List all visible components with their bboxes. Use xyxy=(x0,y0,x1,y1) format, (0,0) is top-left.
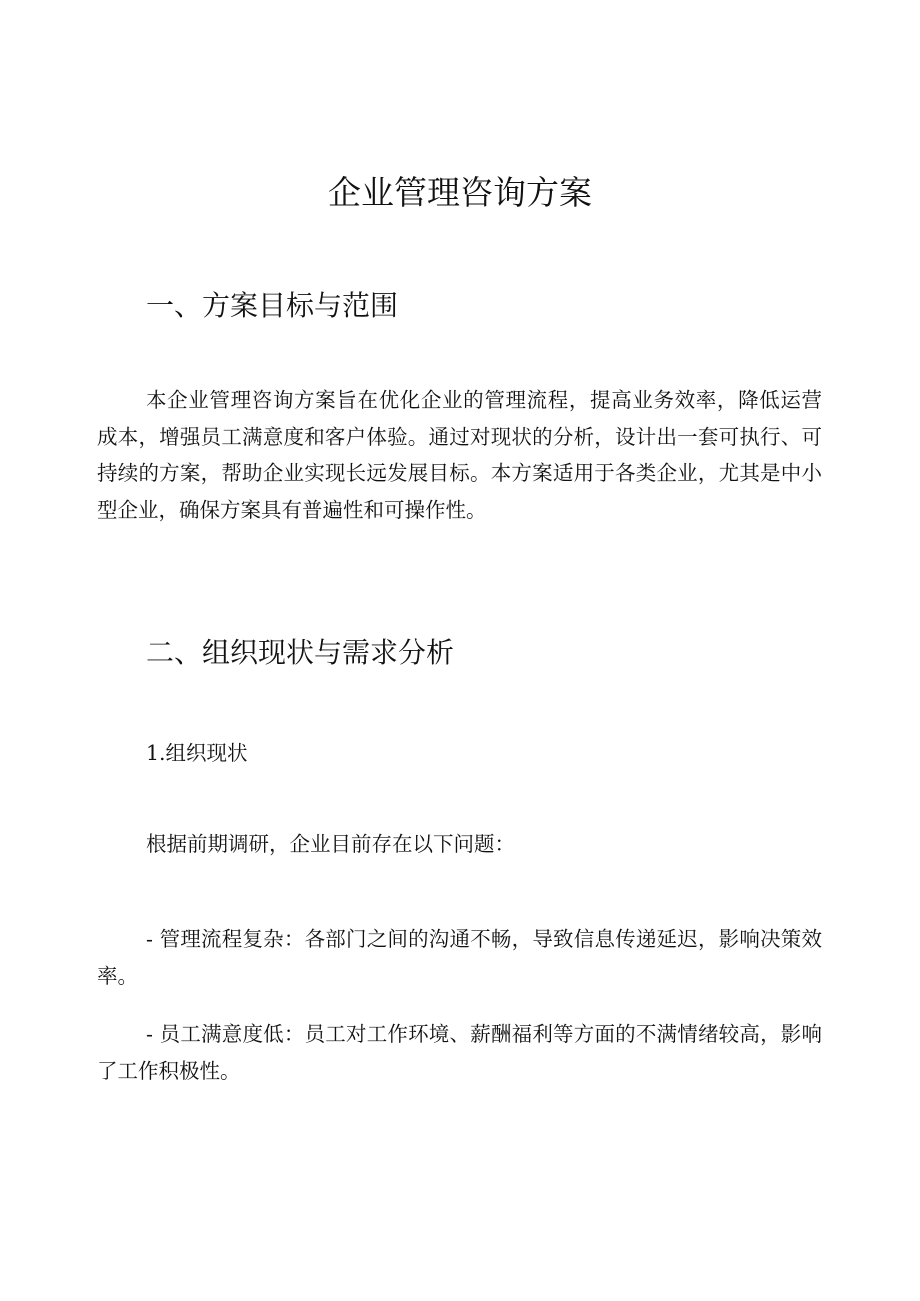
section-2-heading: 二、组织现状与需求分析 xyxy=(146,636,455,669)
bullet-item-2: - 员工满意度低：员工对工作环境、薪酬福利等方面的不满情绪较高，影响了工作积极性。 xyxy=(97,1022,822,1083)
document-title: 企业管理咨询方案 xyxy=(328,173,592,212)
section-2-intro: 根据前期调研，企业目前存在以下问题： xyxy=(146,832,515,856)
section-1-paragraph: 本企业管理咨询方案旨在优化企业的管理流程，提高业务效率，降低运营成本，增强员工满意度和客户体验。通过对现状的分析，设计出一套可执行、可持续的方案，帮助企业实现长远发展目标。本方案适用于各类企业，尤其是中小型企业，确保方案具有普遍性和可操作性。 xyxy=(97,388,822,522)
section-1-heading: 一、方案目标与范围 xyxy=(146,289,399,322)
section-2-subheading: 1.组织现状 xyxy=(146,741,248,765)
bullet-item-1: - 管理流程复杂：各部门之间的沟通不畅，导致信息传递延迟，影响决策效率。 xyxy=(97,927,822,988)
